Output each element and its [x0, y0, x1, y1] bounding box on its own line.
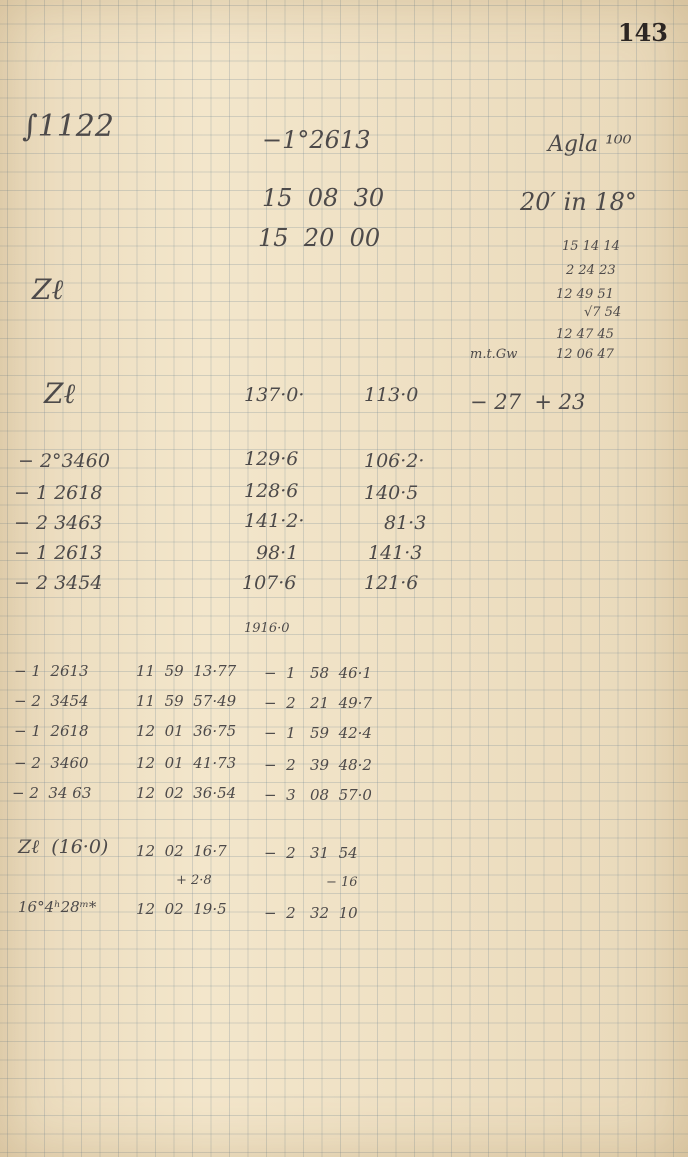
reading-label-1: − 1 2618 — [14, 482, 103, 504]
right-col-1: 2 24 23 — [566, 263, 616, 278]
page-number: 143 — [617, 18, 668, 47]
reading-b-2: 81·3 — [384, 512, 427, 534]
reading-a-3: 98·1 — [256, 542, 299, 564]
table-dec-0: − 1 58 46·1 — [264, 664, 372, 682]
final-row-dec: − 2 32 10 — [264, 904, 358, 922]
reading-a-0: 129·6 — [244, 448, 299, 470]
reading-b-0: 106·2· — [364, 450, 425, 472]
reading-diff: − 27 + 23 — [470, 390, 586, 414]
zl-row-label: Zℓ (16·0) — [18, 836, 109, 858]
table-dec-3: − 2 39 48·2 — [264, 756, 372, 774]
table-time-0: 11 59 13·77 — [136, 662, 237, 680]
zl-label-2: Zℓ — [44, 377, 76, 410]
right-col-5: 12 06 47 — [556, 347, 614, 362]
reading-b-3: 141·3 — [368, 542, 423, 564]
table-time-4: 12 02 36·54 — [136, 784, 237, 802]
table-label-3: − 2 3460 — [14, 754, 89, 772]
table-time-3: 12 01 41·73 — [136, 754, 237, 772]
reading-label-3: − 1 2613 — [14, 542, 103, 564]
reading-a-2: 141·2· — [244, 510, 305, 532]
right-col-3: √7 54 — [584, 305, 622, 320]
reading-b-4: 121·6 — [364, 572, 419, 594]
right-col-0: 15 14 14 — [562, 239, 620, 254]
table-dec-4: − 3 08 57·0 — [264, 786, 372, 804]
year-label: 1916·0 — [244, 621, 290, 636]
reading-a-4: 107·6 — [242, 572, 297, 594]
table-dec-2: − 1 59 42·4 — [264, 724, 372, 742]
time-2: 15 20 00 — [258, 224, 381, 252]
table-time-1: 11 59 57·49 — [136, 692, 237, 710]
reading-label-2: − 2 3463 — [14, 512, 103, 534]
zl-row-dec: − 2 31 54 — [264, 844, 358, 862]
final-row-time: 12 02 19·5 — [136, 900, 227, 918]
right-col-2: 12 49 51 — [556, 287, 614, 302]
table-label-1: − 2 3454 — [14, 692, 89, 710]
corr-time: + 2·8 — [176, 873, 212, 888]
reading-label-0: − 2°3460 — [18, 450, 110, 472]
table-time-2: 12 01 36·75 — [136, 722, 237, 740]
table-label-2: − 1 2618 — [14, 722, 89, 740]
corr-dec: − 16 — [326, 875, 358, 890]
zl-label-1: Zℓ — [32, 273, 64, 306]
right-col-4: 12 47 45 — [556, 327, 614, 342]
mean-label: m.t.Gw — [470, 347, 518, 362]
reading-a-1: 128·6 — [244, 480, 299, 502]
reading-b-1: 140·5 — [364, 482, 419, 504]
right-note: Agla ¹⁰⁰ — [548, 132, 632, 157]
time-1: 15 08 30 — [262, 184, 385, 212]
table-label-0: − 1 2613 — [14, 662, 89, 680]
table-dec-1: − 2 21 49·7 — [264, 694, 372, 712]
center-value: −1°2613 — [262, 126, 371, 154]
table-label-4: − 2 34 63 — [12, 784, 92, 802]
right-sub: 20′ in 18° — [520, 188, 637, 216]
final-row-label: 16°4ʰ28ᵐ* — [18, 898, 97, 916]
integral-label: ∫1122 — [22, 109, 114, 144]
reading-header-a: 137·0· — [244, 384, 305, 406]
zl-row-time: 12 02 16·7 — [136, 842, 227, 860]
reading-header-b: 113·0 — [364, 384, 419, 406]
reading-label-4: − 2 3454 — [14, 572, 103, 594]
